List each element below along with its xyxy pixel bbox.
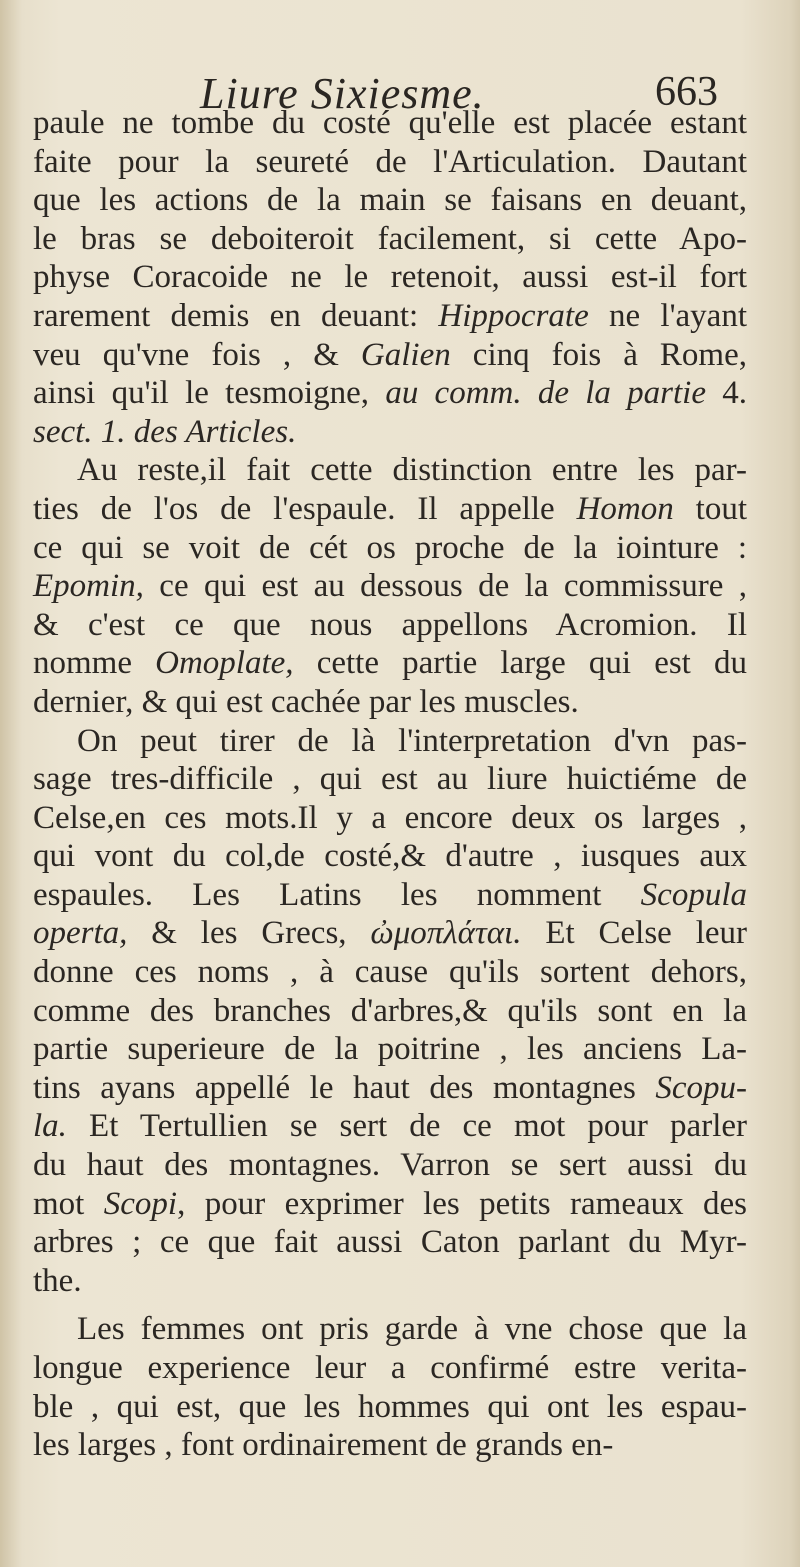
italic-span: Scopu-	[655, 1069, 747, 1106]
text-span: ties de l'os de l'espaule. Il appelle	[33, 490, 577, 527]
text-span: qui vont du col,de costé,& d'autre , iusques aux	[33, 838, 747, 875]
text-span: & c'est ce que nous appellons Acromion. Il	[33, 606, 747, 643]
text-line	[33, 336, 747, 375]
text-line	[33, 104, 747, 143]
text-line	[33, 297, 747, 336]
text-span: On peut tirer de là l'interpretation d'vn pas-	[77, 722, 747, 759]
text-span: Les femmes ont pris garde à vne chose que la	[77, 1311, 747, 1348]
text-span: tins ayans appellé le haut des montagnes	[33, 1069, 656, 1106]
text-span: sage tres-difficile , qui est au liure huictiéme de	[33, 761, 747, 798]
text-line	[33, 1262, 747, 1301]
text-span: tout	[673, 490, 747, 527]
text-span: , pour exprimer les petits rameaux des	[177, 1185, 747, 1222]
text-line	[33, 143, 747, 182]
text-line	[33, 1388, 747, 1427]
text-line	[33, 1185, 747, 1224]
text-span: Et Celse leur	[521, 915, 747, 952]
text-span: du haut des montagnes. Varron se sert aussi du	[33, 1147, 747, 1184]
italic-span: Hippocrate	[438, 297, 589, 334]
italic-span: Omoplate,	[155, 645, 294, 682]
text-span: les larges , font ordinairement de grands en-	[33, 1427, 614, 1464]
text-line	[33, 529, 747, 568]
paragraph	[33, 451, 747, 721]
italic-span: ὠμοπλάται.	[370, 915, 522, 952]
italic-span: au comm. de la partie	[385, 375, 707, 412]
text-line	[33, 1030, 747, 1069]
text-span: 4.	[706, 375, 748, 412]
italic-span: Epomin,	[33, 568, 144, 605]
text-span: donne ces noms , à cause qu'ils sortent dehors,	[33, 954, 747, 991]
italic-span: Galien	[360, 336, 451, 373]
text-line	[33, 799, 747, 838]
text-span: partie superieure de la poitrine , les anciens La-	[33, 1031, 747, 1068]
text-span: ce qui se voit de cét os proche de la iointure :	[33, 529, 747, 566]
text-span: ne l'ayant	[588, 297, 747, 334]
text-line	[33, 1069, 747, 1108]
text-span: espaules. Les Latins les nomment	[33, 876, 641, 913]
text-span: the.	[33, 1262, 82, 1299]
text-span: Et Tertullien se sert de ce mot pour parler	[66, 1108, 747, 1145]
text-span: comme des branches d'arbres,& qu'ils sont en la	[33, 992, 747, 1029]
text-span: physe Coracoide ne le retenoit, aussi est-il fort	[33, 259, 747, 296]
text-line	[33, 567, 747, 606]
text-line	[33, 490, 747, 529]
paragraph	[33, 1310, 747, 1464]
body-text	[33, 104, 747, 1465]
text-span: cette partie large qui est du	[293, 645, 747, 682]
text-span: mot	[33, 1185, 104, 1222]
text-line	[33, 837, 747, 876]
paragraph	[33, 722, 747, 1301]
text-line	[33, 1426, 747, 1465]
text-span: Au reste,il fait cette distinction entre les par-	[77, 452, 747, 489]
italic-span: Scopula	[640, 876, 747, 913]
text-line	[33, 760, 747, 799]
paragraph	[33, 104, 747, 451]
text-span: nomme	[33, 645, 156, 682]
text-line	[33, 722, 747, 761]
text-line	[33, 953, 747, 992]
text-line	[33, 1107, 747, 1146]
text-line	[33, 914, 747, 953]
text-span: paule ne tombe du costé qu'elle est placée estant	[33, 105, 747, 141]
running-title: Liure Sixiesme.	[200, 69, 485, 118]
text-span: veu qu'vne fois , &	[33, 336, 361, 373]
text-span: & les Grecs,	[127, 915, 371, 952]
text-line	[33, 1146, 747, 1185]
text-line	[33, 1223, 747, 1262]
text-span: ble , qui est, que les hommes qui ont les espau-	[33, 1388, 747, 1425]
text-line	[33, 1349, 747, 1388]
text-line	[33, 1310, 747, 1349]
text-span: que les actions de la main se faisans en deuant,	[33, 182, 747, 219]
text-line	[33, 683, 747, 722]
text-span: rarement demis en deuant:	[33, 297, 439, 334]
text-span: longue experience leur a confirmé estre verita-	[33, 1350, 747, 1386]
paragraph-gap	[33, 1300, 747, 1310]
page-number: 663	[655, 69, 718, 115]
text-line	[33, 258, 747, 297]
text-line	[33, 181, 747, 220]
text-line	[33, 413, 747, 452]
italic-span: sect. 1. des Articles.	[33, 413, 297, 450]
italic-span: operta,	[33, 915, 128, 952]
text-line	[33, 644, 747, 683]
text-span: dernier, & qui est cachée par les muscles.	[33, 683, 579, 720]
text-span: le bras se deboiteroit facilement, si cette Apo-	[33, 220, 747, 257]
text-span: cinq fois à Rome,	[450, 336, 747, 373]
text-span: ainsi qu'il le tesmoigne,	[33, 375, 386, 412]
text-line	[33, 451, 747, 490]
italic-span: Homon	[576, 490, 674, 527]
text-span: arbres ; ce que fait aussi Caton parlant du Myr-	[33, 1224, 747, 1261]
text-line	[33, 992, 747, 1031]
text-span: ce qui est au dessous de la commissure ,	[143, 568, 747, 605]
text-line	[33, 876, 747, 915]
italic-span: la.	[33, 1108, 67, 1145]
text-line	[33, 374, 747, 413]
text-span: Celse,en ces mots.Il y a encore deux os larges ,	[33, 799, 747, 836]
text-line	[33, 606, 747, 645]
italic-span: Scopi	[103, 1185, 178, 1222]
text-span: faite pour la seureté de l'Articulation. Dautant	[33, 143, 747, 180]
text-line	[33, 220, 747, 259]
